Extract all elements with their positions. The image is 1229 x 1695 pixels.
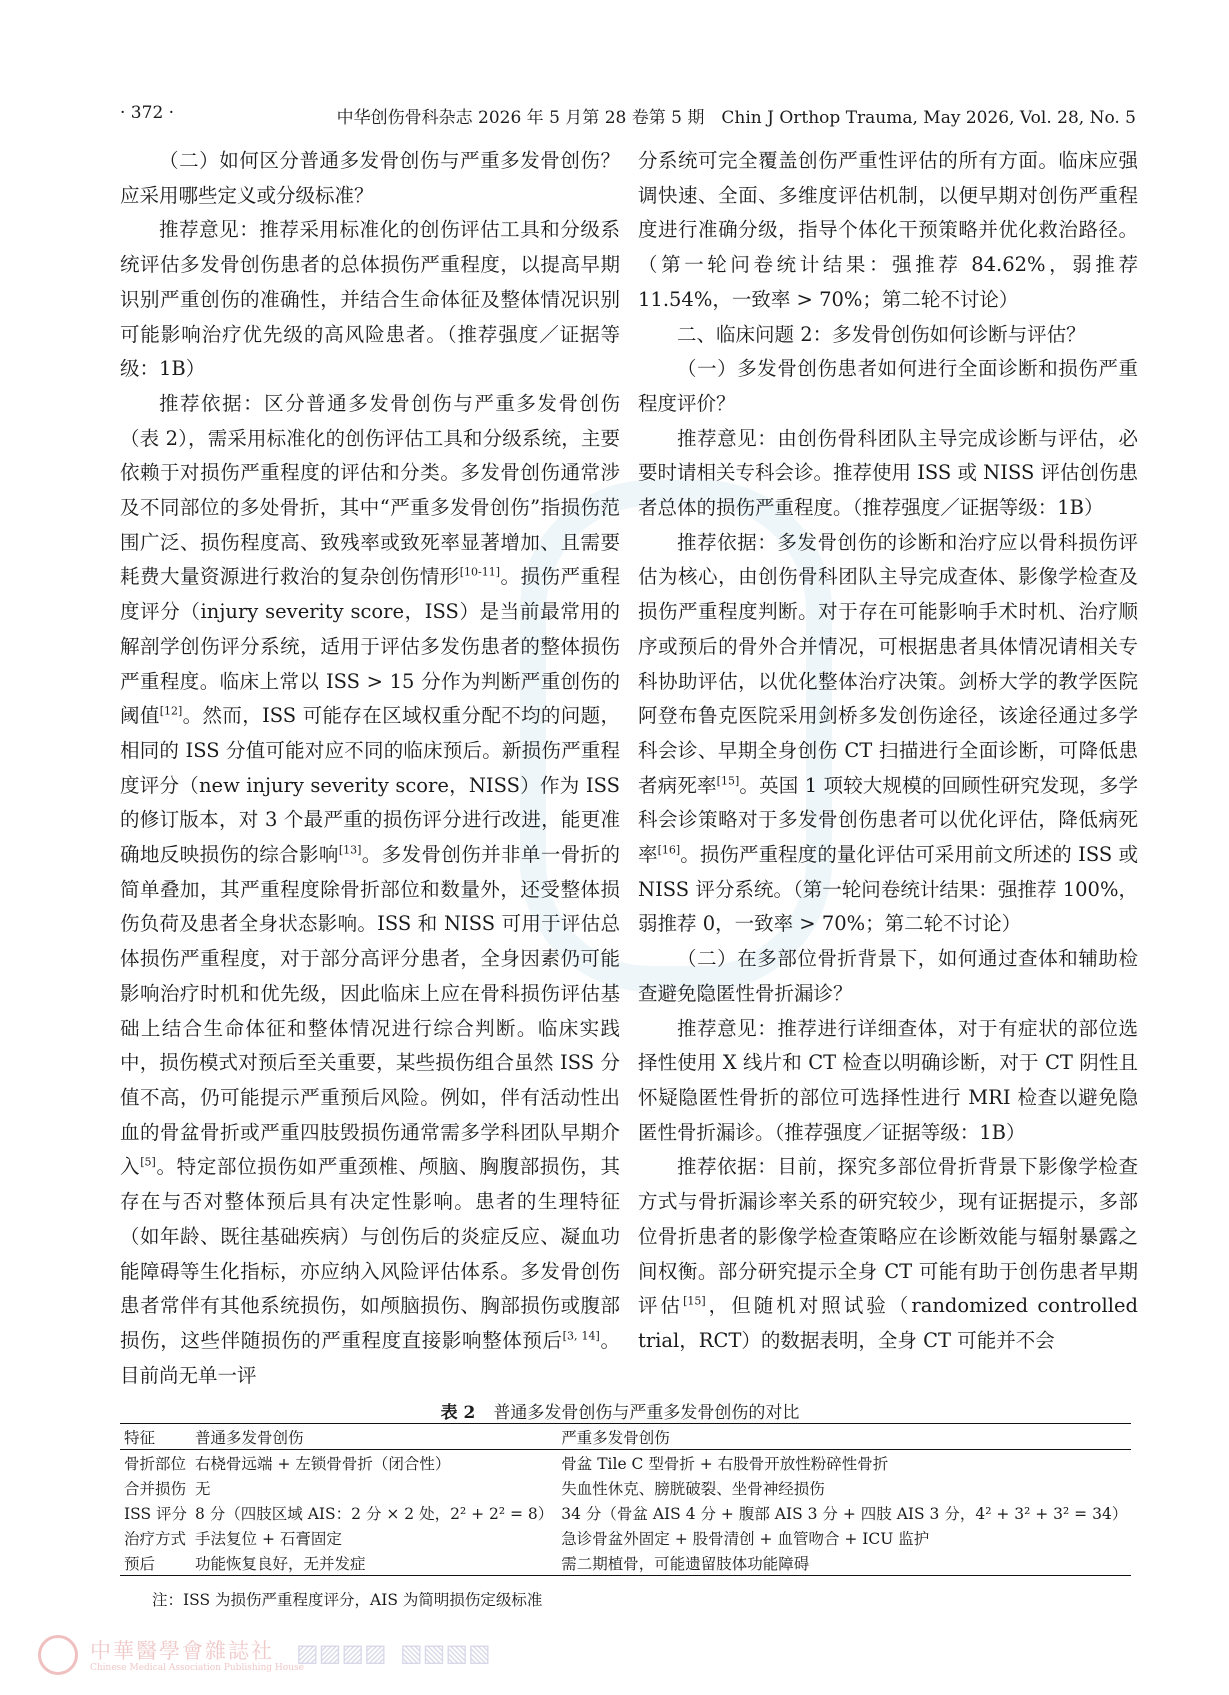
table-cell: 骨折部位 (124, 1454, 187, 1473)
publisher-emblem-icon (38, 1635, 78, 1675)
table-title: 普通多发骨创伤与严重多发骨创伤的对比 (493, 1403, 800, 1423)
text-segment: 。特定部位损伤如严重颈椎、颅脑、胸腹部损伤，其存在与否对整体预后具有决定性影响。患者的生理特征（如年龄、既往基础疾病）与创伤后的炎症反应、凝血功能障碍等生化指标，亦应纳入风险评估体系。多发骨创伤患者常伴有其他系统损伤，如颅脑损伤、胸部损伤或腹部损伤，这些伴随损伤的严重程度直接影响整体预后 (120, 1155, 620, 1352)
text-segment: 。损伤严重程度评分（injury severity score，ISS）是当前最常用的解剖学创伤评分系统，适用于评估多发伤患者的整体损伤严重程度。临床上常以 ISS > 15 分作为判断严重创伤的阈值 (120, 565, 620, 728)
basis-paragraph (638, 526, 1138, 942)
page-header (120, 103, 1136, 127)
text-segment: 推荐依据：多发骨创伤的诊断和治疗应以骨科损伤评估为核心，由创伤骨科团队主导完成查体、影像学检查及损伤严重程度判断。对于存在可能影响手术时机、治疗顺序或预后的骨外合并情况，可根据患者具体情况请相关专科协助评估，以优化整体治疗决策。剑桥大学的教学医院阿登布鲁克医院采用剑桥多发创伤途径，该途径通过多学科会诊、早期全身创伤 CT 扫描进行全面诊断，可降低患者病死率 (638, 530, 1138, 797)
basis-paragraph (120, 387, 620, 1393)
citation: [5] (140, 1155, 156, 1169)
column-header: 普通多发骨创伤 (195, 1428, 304, 1447)
text-segment: 。损伤严重程度的量化评估可采用前文所述的 ISS 或 NISS 评分系统。（第一轮问卷统计结果：强推荐 100%，弱推荐 0，一致率 > 70%；第二轮不讨论） (638, 843, 1138, 936)
table-header-row (120, 1424, 1131, 1450)
table-cell: 手法复位 + 石膏固定 (195, 1529, 342, 1548)
table-cell: 34 分（骨盆 AIS 4 分 + 腹部 AIS 3 分 + 四肢 AIS 3 分，4² + 3² + 3² = 34） (561, 1504, 1128, 1523)
column-header: 特征 (124, 1428, 156, 1447)
column-header: 严重多发骨创伤 (561, 1428, 670, 1447)
table-cell: 需二期植骨，可能遗留肢体功能障碍 (561, 1554, 810, 1573)
subsection-heading: （二）在多部位骨折背景下，如何通过查体和辅助检查避免隐匿性骨折漏诊？ (638, 947, 1138, 1005)
left-column (120, 144, 620, 1393)
table-cell: 预后 (124, 1554, 156, 1573)
citation: [15] (683, 1294, 706, 1308)
text-segment: ，但随机对照试验（randomized controlled trial，RCT）的数据表明，全身 CT 可能并不会 (638, 1294, 1138, 1352)
citation: [3, 14] (562, 1329, 600, 1343)
text-segment: 。英国 1 项较大规模的回顾性研究发现，多学科会诊策略对于多发骨创伤患者可以优化评估，降低病死率 (638, 773, 1138, 867)
publisher-logo (38, 1633, 491, 1683)
table-cell: 骨盆 Tile C 型骨折 + 右股骨开放性粉碎性骨折 (561, 1454, 889, 1473)
table-cell: 无 (195, 1479, 211, 1498)
recommendation-paragraph: 推荐意见：推荐进行详细查体，对于有症状的部位选择性使用 X 线片和 CT 检查以明确诊断，对于 CT 阴性且怀疑隐匿性骨折的部位可选择性进行 MRI 检查以避免隐匿性骨折漏诊。（推荐强度／证据等级：1B） (638, 1016, 1138, 1144)
subsection-heading: （一）多发骨创伤患者如何进行全面诊断和损伤严重程度评价？ (638, 357, 1138, 415)
table-cell: 急诊骨盆外固定 + 股骨清创 + 血管吻合 + ICU 监护 (561, 1529, 930, 1548)
table-cell: 功能恢复良好，无并发症 (195, 1554, 366, 1573)
table-label: 表 2 (440, 1403, 476, 1423)
section-heading: （二）如何区分普通多发骨创伤与严重多发骨创伤？应采用哪些定义或分级标准？ (120, 149, 620, 207)
recommendation-paragraph: 推荐意见：推荐采用标准化的创伤评估工具和分级系统评估多发骨创伤患者的总体损伤严重程度，以提高早期识别严重创伤的准确性，并结合生命体征及整体情况识别可能影响治疗优先级的高风险患者。（推荐强度／证据等级：1B） (120, 218, 620, 381)
text-segment: 。多发骨创伤并非单一骨折的简单叠加，其严重程度除骨折部位和数量外，还受整体损伤负荷及患者全身状态影响。ISS 和 NISS 可用于评估总体损伤严重程度，对于部分高评分患者，全身因素仍可能影响治疗时机和优先级，因此临床上应在骨科损伤评估基础上结合生命体征和整体情况进行综合判断。临床实践中，损伤模式对预后至关重要，某些损伤组合虽然 ISS 分值不高，仍可能提示严重预后风险。例如，伴有活动性出血的骨盆骨折或严重四肢毁损伤通常需多学科团队早期介入 (120, 843, 620, 1179)
text-segment: 推荐依据：目前，探究多部位骨折背景下影像学检查方式与骨折漏诊率关系的研究较少，现有证据提示，多部位骨折患者的影像学检查策略应在诊断效能与辐射暴露之间权衡。部分研究提示全身 CT 可能有助于创伤患者早期评估 (638, 1155, 1138, 1318)
right-column (638, 144, 1138, 1359)
table-cell: 治疗方式 (124, 1529, 187, 1548)
table-caption (120, 1398, 1120, 1423)
citation: [10-11] (459, 565, 501, 579)
citation: [12] (159, 704, 183, 718)
citation: [13] (338, 843, 362, 857)
journal-info: 中华创伤骨科杂志 2026 年 5 月第 28 卷第 5 期 Chin J Orthop Trauma, May 2026, Vol. 28, No. 5 (336, 108, 1136, 128)
logo-mark-icon: ▨▨▨▨ (296, 1639, 387, 1667)
continued-paragraph: 分系统可完全覆盖创伤严重性评估的所有方面。临床应强调快速、全面、多维度评估机制，以便早期对创伤严重程度进行准确分级，指导个体化干预策略并优化救治路径。（第一轮问卷统计结果：强推荐 84.62%，弱推荐 11.54%，一致率 > 70%；第二轮不讨论） (638, 149, 1138, 311)
page-number: · 372 · (120, 103, 175, 123)
table-cell: ISS 评分 (124, 1504, 188, 1523)
table-row (120, 1475, 1131, 1500)
basis-paragraph (638, 1150, 1138, 1358)
table-cell: 8 分（四肢区域 AIS：2 分 × 2 处，2² + 2² = 8） (195, 1504, 554, 1523)
publisher-name: 中華醫學會雜誌社 (90, 1639, 274, 1663)
table-row (120, 1550, 1131, 1576)
section-heading: 二、临床问题 2：多发骨创伤如何诊断与评估？ (677, 322, 1086, 346)
table-cell: 合并损伤 (124, 1479, 187, 1498)
recommendation-paragraph: 推荐意见：由创伤骨科团队主导完成诊断与评估，必要时请相关专科会诊。推荐使用 ISS 或 NISS 评估创伤患者总体的损伤严重程度。（推荐强度／证据等级：1B） (638, 426, 1139, 520)
table-row (120, 1525, 1131, 1550)
comparison-table (120, 1423, 1131, 1576)
citation: [16] (657, 843, 681, 857)
text-segment: 。然而，ISS 可能存在区域权重分配不均的问题，相同的 ISS 分值可能对应不同的临床预后。新损伤严重程度评分（new injury severity score，NISS）作为 ISS 的修订版本，对 3 个最严重的损伤评分进行改进，能更准确地反映损伤的综合影响 (120, 704, 620, 867)
publisher-name-en: Chinese Medical Association Publishing House (90, 1663, 304, 1673)
table-row (120, 1450, 1131, 1476)
table-row (120, 1500, 1131, 1525)
logo-mark-icon: ▧▧▧▧ (400, 1639, 491, 1667)
table-cell: 右桡骨远端 + 左锁骨骨折（闭合性） (195, 1454, 451, 1473)
text-segment: 。目前尚无单一评 (120, 1328, 620, 1387)
text-segment: 推荐依据：区分普通多发骨创伤与严重多发骨创伤（表 2），需采用标准化的创伤评估工具和分级系统，主要依赖于对损伤严重程度的评估和分类。多发骨创伤通常涉及不同部位的多处骨折，其中“严重多发骨创伤”指损伤范围广泛、损伤程度高、致残率或致死率显著增加、且需要耗费大量资源进行救治的复杂创伤情形 (120, 391, 620, 589)
citation: [15] (716, 774, 740, 788)
table-cell: 失血性休克、膀胱破裂、坐骨神经损伤 (561, 1479, 825, 1498)
table-note: 注：ISS 为损伤严重程度评分，AIS 为简明损伤定级标准 (152, 1591, 543, 1609)
